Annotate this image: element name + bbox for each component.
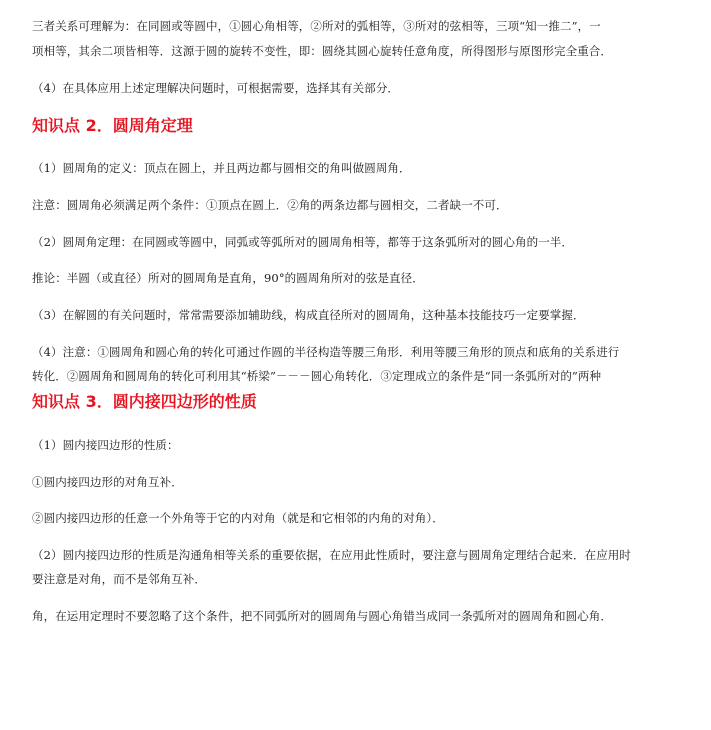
paragraph-line: （1）圆内接四边形的性质： bbox=[32, 438, 179, 452]
paragraph-line: （2）圆内接四边形的性质是沟通角相等关系的重要依据，在应用此性质时，要注意与圆周角定理结合起来．在应用时 bbox=[32, 548, 632, 562]
paragraph-line: 注意：圆周角必须满足两个条件：①顶点在圆上．②角的两条边都与圆相交，二者缺一不可． bbox=[32, 198, 508, 212]
paragraph-line: 角，在运用定理时不要忽略了这个条件，把不同弧所对的圆周角与圆心角错当成同一条弧所对的圆周角和圆心角． bbox=[32, 609, 612, 623]
section-heading: 知识点 3．圆内接四边形的性质 bbox=[32, 392, 257, 411]
paragraph-line: （1）圆周角的定义：顶点在圆上，并且两边都与圆相交的角叫做圆周角． bbox=[32, 161, 411, 175]
paragraph-line: 要注意是对角，而不是邻角互补． bbox=[32, 572, 206, 586]
paragraph-line: 三者关系可理解为：在同圆或等圆中，①圆心角相等，②所对的弧相等，③所对的弦相等，三项“知一推二”，一 bbox=[32, 19, 601, 33]
paragraph-line: 推论：半圆（或直径）所对的圆周角是直角，90°的圆周角所对的弦是直径． bbox=[32, 271, 424, 285]
paragraph-line: ①圆内接四边形的对角互补． bbox=[32, 475, 183, 489]
paragraph-line: （2）圆周角定理：在同圆或等圆中，同弧或等弧所对的圆周角相等，都等于这条弧所对的圆心角的一半． bbox=[32, 235, 574, 249]
paragraph-line: ②圆内接四边形的任意一个外角等于它的内对角（就是和它相邻的内角的对角）． bbox=[32, 511, 444, 525]
paragraph-line: （3）在解圆的有关问题时，常常需要添加辅助线，构成直径所对的圆周角，这种基本技能技巧一定要掌握． bbox=[32, 308, 585, 322]
paragraph-line: （4）在具体应用上述定理解决问题时，可根据需要，选择其有关部分． bbox=[32, 81, 400, 95]
paragraph-line: 项相等，其余二项皆相等．这源于圆的旋转不变性，即：圆绕其圆心旋转任意角度，所得图形与原图形完全重合． bbox=[32, 44, 612, 58]
paragraph-line: （4）注意：①圆周角和圆心角的转化可通过作圆的半径构造等腰三角形．利用等腰三角形的顶点和底角的关系进行 bbox=[32, 345, 620, 359]
section-heading: 知识点 2．圆周角定理 bbox=[32, 116, 193, 135]
paragraph-line: 转化．②圆周角和圆周角的转化可利用其“桥梁”－－－圆心角转化．③定理成立的条件是“同一条弧所对的”两种 bbox=[32, 369, 602, 383]
